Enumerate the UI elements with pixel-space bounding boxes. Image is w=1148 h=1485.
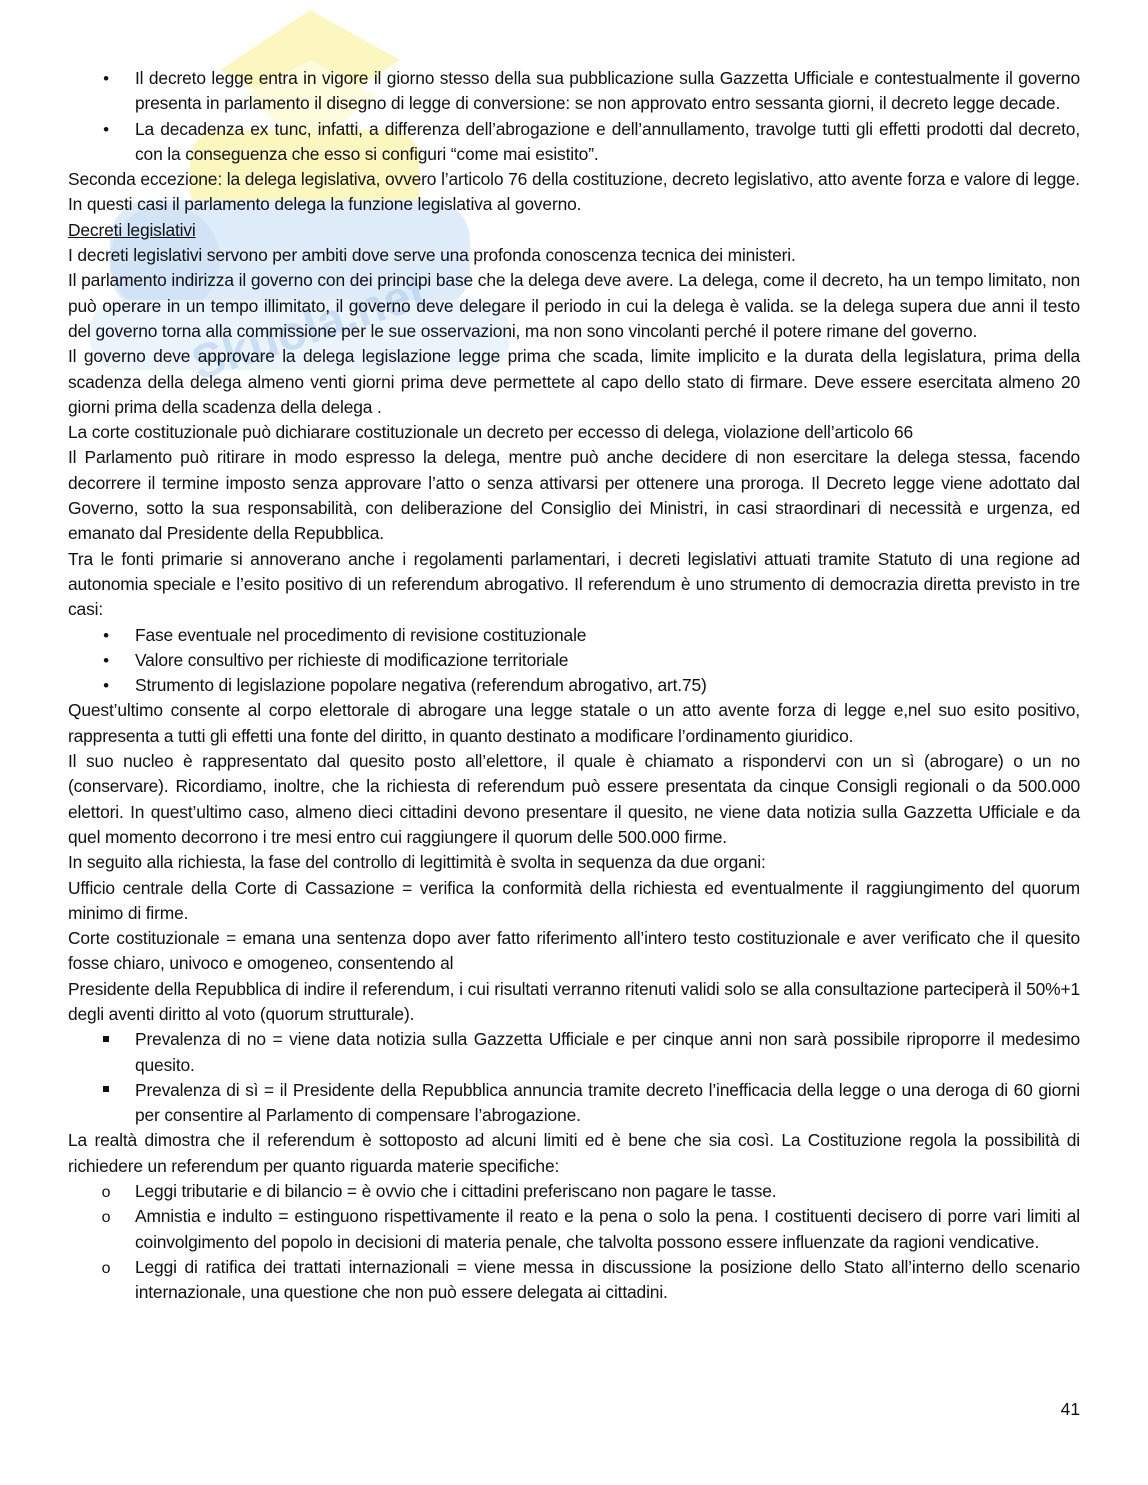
paragraph: Corte costituzionale = emana una sentenza dopo aver fatto riferimento all’intero testo costituzionale e aver verificato che il quesito fosse chiaro, univoco e omogeneo, consentendo al — [68, 928, 1080, 974]
list-item: Prevalenza di sì = il Presidente della Repubblica annuncia tramite decreto l’inefficacia della legge o una deroga di 60 giorni per consentire al Parlamento di compensare l’abrogazione. — [68, 1078, 1080, 1129]
list-item: • La decadenza ex tunc, infatti, a differenza dell’abrogazione e dell’annullamento, travolge tutti gli effetti prodotti dal decreto, con la conseguenza che esso si configuri “come mai esistito”. — [68, 117, 1080, 168]
bullet-dot-icon — [98, 66, 114, 91]
paragraph: Ufficio centrale della Corte di Cassazione = verifica la conformità della richiesta ed eventualmente il raggiungimento del quorum minimo di firme. — [68, 877, 1080, 923]
bullet-circle-icon — [98, 1204, 114, 1230]
list-item: • Fase eventuale nel procedimento di revisione costituzionale — [68, 623, 1080, 648]
paragraph: Il governo deve approvare la delega legislazione legge prima che scada, limite implicito e la durata della legislatura, prima della scadenza della delega almeno venti giorni prima deve permettete al capo dello stato di firmare. Deve essere esercitata almeno 20 giorni prima della scadenza della delega . — [68, 346, 1080, 417]
bullet-dot-icon — [98, 117, 114, 142]
circle-list-materie — [68, 1179, 1080, 1305]
paragraph: Il suo nucleo è rappresentato dal quesito posto all’elettore, il quale è chiamato a rispondervi con un sì (abrogare) o un no (conservare). Ricordiamo, inoltre, che la richiesta di referendum può essere presentata da cinque Consigli regionali o da 500.000 elettori. In quest’ultimo caso, almeno dieci cittadini devono presentare il quesito, ne viene data notizia sulla Gazzetta Ufficiale e da quel momento decorrono i tre mesi entro cui raggiungere il quorum delle 500.000 firme. — [68, 751, 1080, 847]
bullet-list-referendum-casi — [68, 623, 1080, 699]
bullet-circle-icon — [98, 1179, 114, 1205]
bullet-list-decreto-legge — [68, 66, 1080, 167]
bullet-square-icon — [98, 1027, 114, 1052]
bullet-square-icon — [98, 1078, 114, 1103]
page-number: 41 — [1060, 1399, 1080, 1419]
paragraph-seconda-eccezione: Seconda eccezione: la delega legislativa, ovvero l’articolo 76 della costituzione, decreto legislativo, atto avente forza e valore di legge. In questi casi il parlamento delega la funzione legislativa al governo. — [68, 169, 1080, 215]
bullet-dot-icon — [98, 623, 114, 648]
paragraph: Tra le fonti primarie si annoverano anche i regolamenti parlamentari, i decreti legislativi attuati tramite Statuto di una regione ad autonomia speciale e l’esito positivo di un referendum abrogativo. Il referendum è uno strumento di democrazia diretta previsto in tre casi: — [68, 548, 1080, 620]
list-item: • Valore consultivo per richieste di modificazione territoriale — [68, 648, 1080, 673]
paragraph: La realtà dimostra che il referendum è sottoposto ad alcuni limiti ed è bene che sia così. La Costituzione regola la possibilità di richiedere un referendum per quanto riguarda materie specifiche: — [68, 1130, 1080, 1176]
list-item: • Il decreto legge entra in vigore il giorno stesso della sua pubblicazione sulla Gazzetta Ufficiale e contestualmente il governo presenta in parlamento il disegno di legge di conversione: se non approvato entro sessanta giorni, il decreto legge decade. — [68, 66, 1080, 117]
list-item: o Amnistia e indulto = estinguono rispettivamente il reato e la pena o solo la pena. I costituenti decisero di porre vari limiti al coinvolgimento del popolo in decisioni di materia penale, che talvolta possono essere influenzate da ragioni vendicative. — [68, 1204, 1080, 1255]
paragraph: Presidente della Repubblica di indire il referendum, i cui risultati verranno ritenuti validi solo se alla consultazione parteciperà il 50%+1 degli aventi diritto al voto (quorum strutturale). — [68, 978, 1080, 1024]
bullet-circle-icon — [98, 1255, 114, 1281]
paragraph: Quest’ultimo consente al corpo elettorale di abrogare una legge statale o un atto avente forza di legge e,nel suo esito positivo, rappresenta a tutti gli effetti una fonte del diritto, in quanto destinato a modificare l’ordinamento giuridico. — [68, 700, 1080, 746]
bullet-dot-icon — [98, 648, 114, 673]
paragraph: Il parlamento indirizza il governo con dei principi base che la delega deve avere. La delega, come il decreto, ha un tempo limitato, non può operare in un tempo illimitato, il governo deve delegare il periodo in cui la delega è valida. se la delega supera due anni il testo del governo torna alla commissione per le sue osservazioni, ma non sono vincolanti perché il potere rimane del governo. — [68, 270, 1080, 341]
paragraph: La corte costituzionale può dichiarare costituzionale un decreto per eccesso di delega, violazione dell’articolo 66 — [68, 422, 914, 443]
square-list-prevalenza — [68, 1027, 1080, 1128]
svg-text:Skuola.net: Skuola.net — [185, 265, 433, 391]
list-item: Prevalenza di no = viene data notizia sulla Gazzetta Ufficiale e per cinque anni non sarà possibile riproporre il medesimo quesito. — [68, 1027, 1080, 1078]
paragraph: Il Parlamento può ritirare in modo espresso la delega, mentre può anche decidere di non esercitare la delega stessa, facendo decorrere il termine imposto senza approvare l’atto o senza attivarsi per ottenere una proroga. Il Decreto legge viene adottato dal Governo, sotto la sua responsabilità, con deliberazione del Consiglio dei Ministri, in casi straordinari di necessità e urgenza, ed emanato dal Presidente della Repubblica. — [68, 447, 1080, 544]
paragraph: I decreti legislativi servono per ambiti dove serve una profonda conoscenza tecnica dei ministeri. — [68, 245, 796, 266]
document-page — [68, 66, 1080, 1306]
list-item: o Leggi di ratifica dei trattati internazionali = viene messa in discussione la posizione dello Stato all’interno dello scenario internazionale, una questione che non può essere delegata ai cittadini. — [68, 1255, 1080, 1306]
bullet-dot-icon — [98, 673, 114, 698]
paragraph: In seguito alla richiesta, la fase del controllo di legittimità è svolta in sequenza da due organi: — [68, 852, 766, 873]
list-item: • Strumento di legislazione popolare negativa (referendum abrogativo, art.75) — [68, 673, 1080, 698]
list-item: o Leggi tributarie e di bilancio = è ovvio che i cittadini preferiscano non pagare le tasse. — [68, 1179, 1080, 1204]
section-heading-decreti-legislativi: Decreti legislativi — [68, 219, 196, 240]
